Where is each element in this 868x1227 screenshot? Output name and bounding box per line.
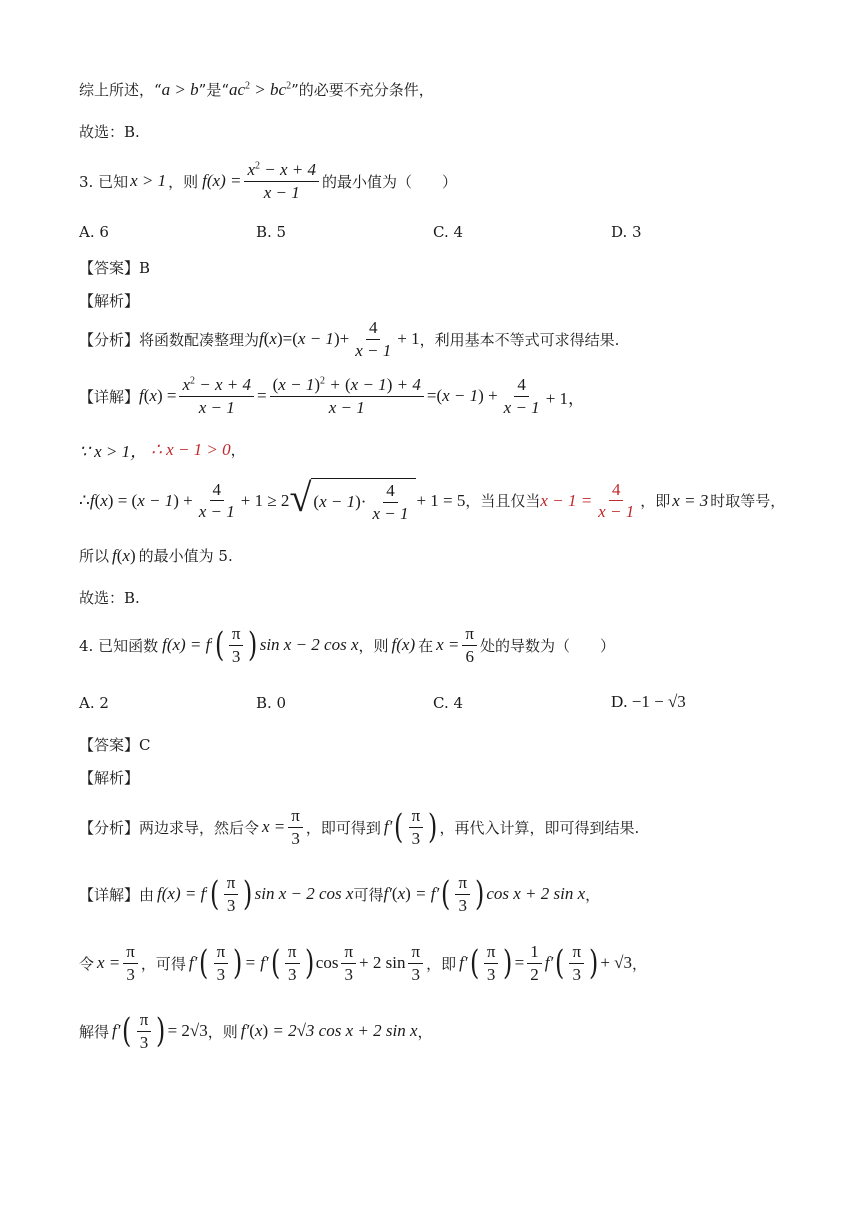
question-3: 3. 已知 x > 1 ，则 f(x) = $\frac{x^2 - x + 4}{x - 1}$ 的最小值为（ ）: [79, 160, 458, 202]
q4-option-a: A. 2: [79, 694, 109, 712]
square-root: √ ( x − 1 ) · $\frac{4}{x - 1}$: [289, 478, 416, 523]
q3-option-a: A. 6: [79, 223, 109, 241]
q4-fenxi: 【分析】两边求导，然后令 x = $\frac{\pi}{3}$ ，即可得到 f′ ( $\frac{\pi}{3}$ ) ，再代入计算，即可得到结果.: [79, 806, 640, 848]
choice-line: 故选：B.: [79, 123, 140, 141]
q3-option-d: D. 3: [611, 223, 642, 241]
q4-xiangjie: 【详解】由 f(x) = f ′ ( $\frac{\pi}{3}$ ) sin x − 2 cos x 可得 f′(x) = f′ ( $\frac{\pi}{3}$ ) cos x + 2 sin x ，: [79, 873, 601, 915]
question-4: 4. 已知函数 f(x) = f ′ ( $\frac{\pi}{3}$ ) sin x − 2 cos x ，则 f(x) 在 x = $\frac{\pi}{6}$ 处的导数为（ ）: [79, 624, 616, 666]
q4-solve: 解得 f′ ( $\frac{\pi}{3}$ ) = 2√3 ，则 f′(x) = 2√3 cos x + 2 sin x ，: [79, 1010, 433, 1052]
q3-answer: 【答案】B: [79, 259, 151, 277]
fraction: $\frac{x^2 - x + 4}{x - 1}$: [244, 160, 319, 202]
q3-choice: 故选：B.: [79, 589, 140, 607]
q4-let: 令 x = $\frac{\pi}{3}$ ，可得 f′ ( $\frac{\pi}{3}$ ) = f′ ( $\frac{\pi}{3}$ ) cos $\frac{\pi}{3}$ + 2 sin $\frac{\pi}{3}$ ，即 f′ ( $\frac{\pi}{3}$ ) = $\frac{1}{2}$ f′ ( $\frac{\pi}{3}$ ) + √3 ，: [79, 942, 648, 984]
q4-analysis-heading: 【解析】: [79, 769, 140, 787]
q4-option-b: B. 0: [256, 694, 287, 712]
math-ac2-gt-bc2: $ac^2 > bc^2$: [229, 79, 292, 99]
q3-analysis-heading: 【解析】: [79, 292, 140, 310]
q3-option-c: C. 4: [433, 223, 464, 241]
text: ”的必要不充分条件，: [291, 81, 434, 99]
q4-option-d: D. −1 − √3: [611, 692, 686, 711]
q3-xiangjie: 【详解】 f(x) = $\frac{x^2 - x + 4}{x - 1}$ = $\frac{(x - 1)^2 + (x - 1) + 4}{x - 1}$ = (x − 1) + $\frac{4}{x - 1}$ + 1，: [79, 375, 586, 417]
q4-answer: 【答案】C: [79, 736, 151, 754]
text: 综上所述，“: [79, 81, 162, 99]
math-a-gt-b: a > b: [161, 79, 199, 99]
q3-result: 所以 f(x) 的最小值为 5.: [79, 545, 233, 565]
conclusion-line: [79, 79, 434, 100]
text: ”是“: [198, 81, 229, 99]
q3-option-b: B. 5: [256, 223, 287, 241]
q4-option-c: C. 4: [433, 694, 464, 712]
q3-fenxi: 【分析】将函数配凑整理为 f(x) = (x − 1) + $\frac{4}{x - 1}$ + 1 ，利用基本不等式可求得结果.: [79, 318, 620, 360]
q3-therefore: ∴ f(x) = (x − 1) + $\frac{4}{x - 1}$ + 1 ≥ 2 √ ( x − 1 ) · $\frac{4}{x - 1}$ + 1 = 5 ，当且仅当 x − 1 = $\frac{4}{x - 1}$ ，即 x = 3 时取等号，: [79, 475, 786, 523]
q3-because: ∵ x > 1， ∴ x − 1 > 0 ，: [79, 439, 246, 461]
